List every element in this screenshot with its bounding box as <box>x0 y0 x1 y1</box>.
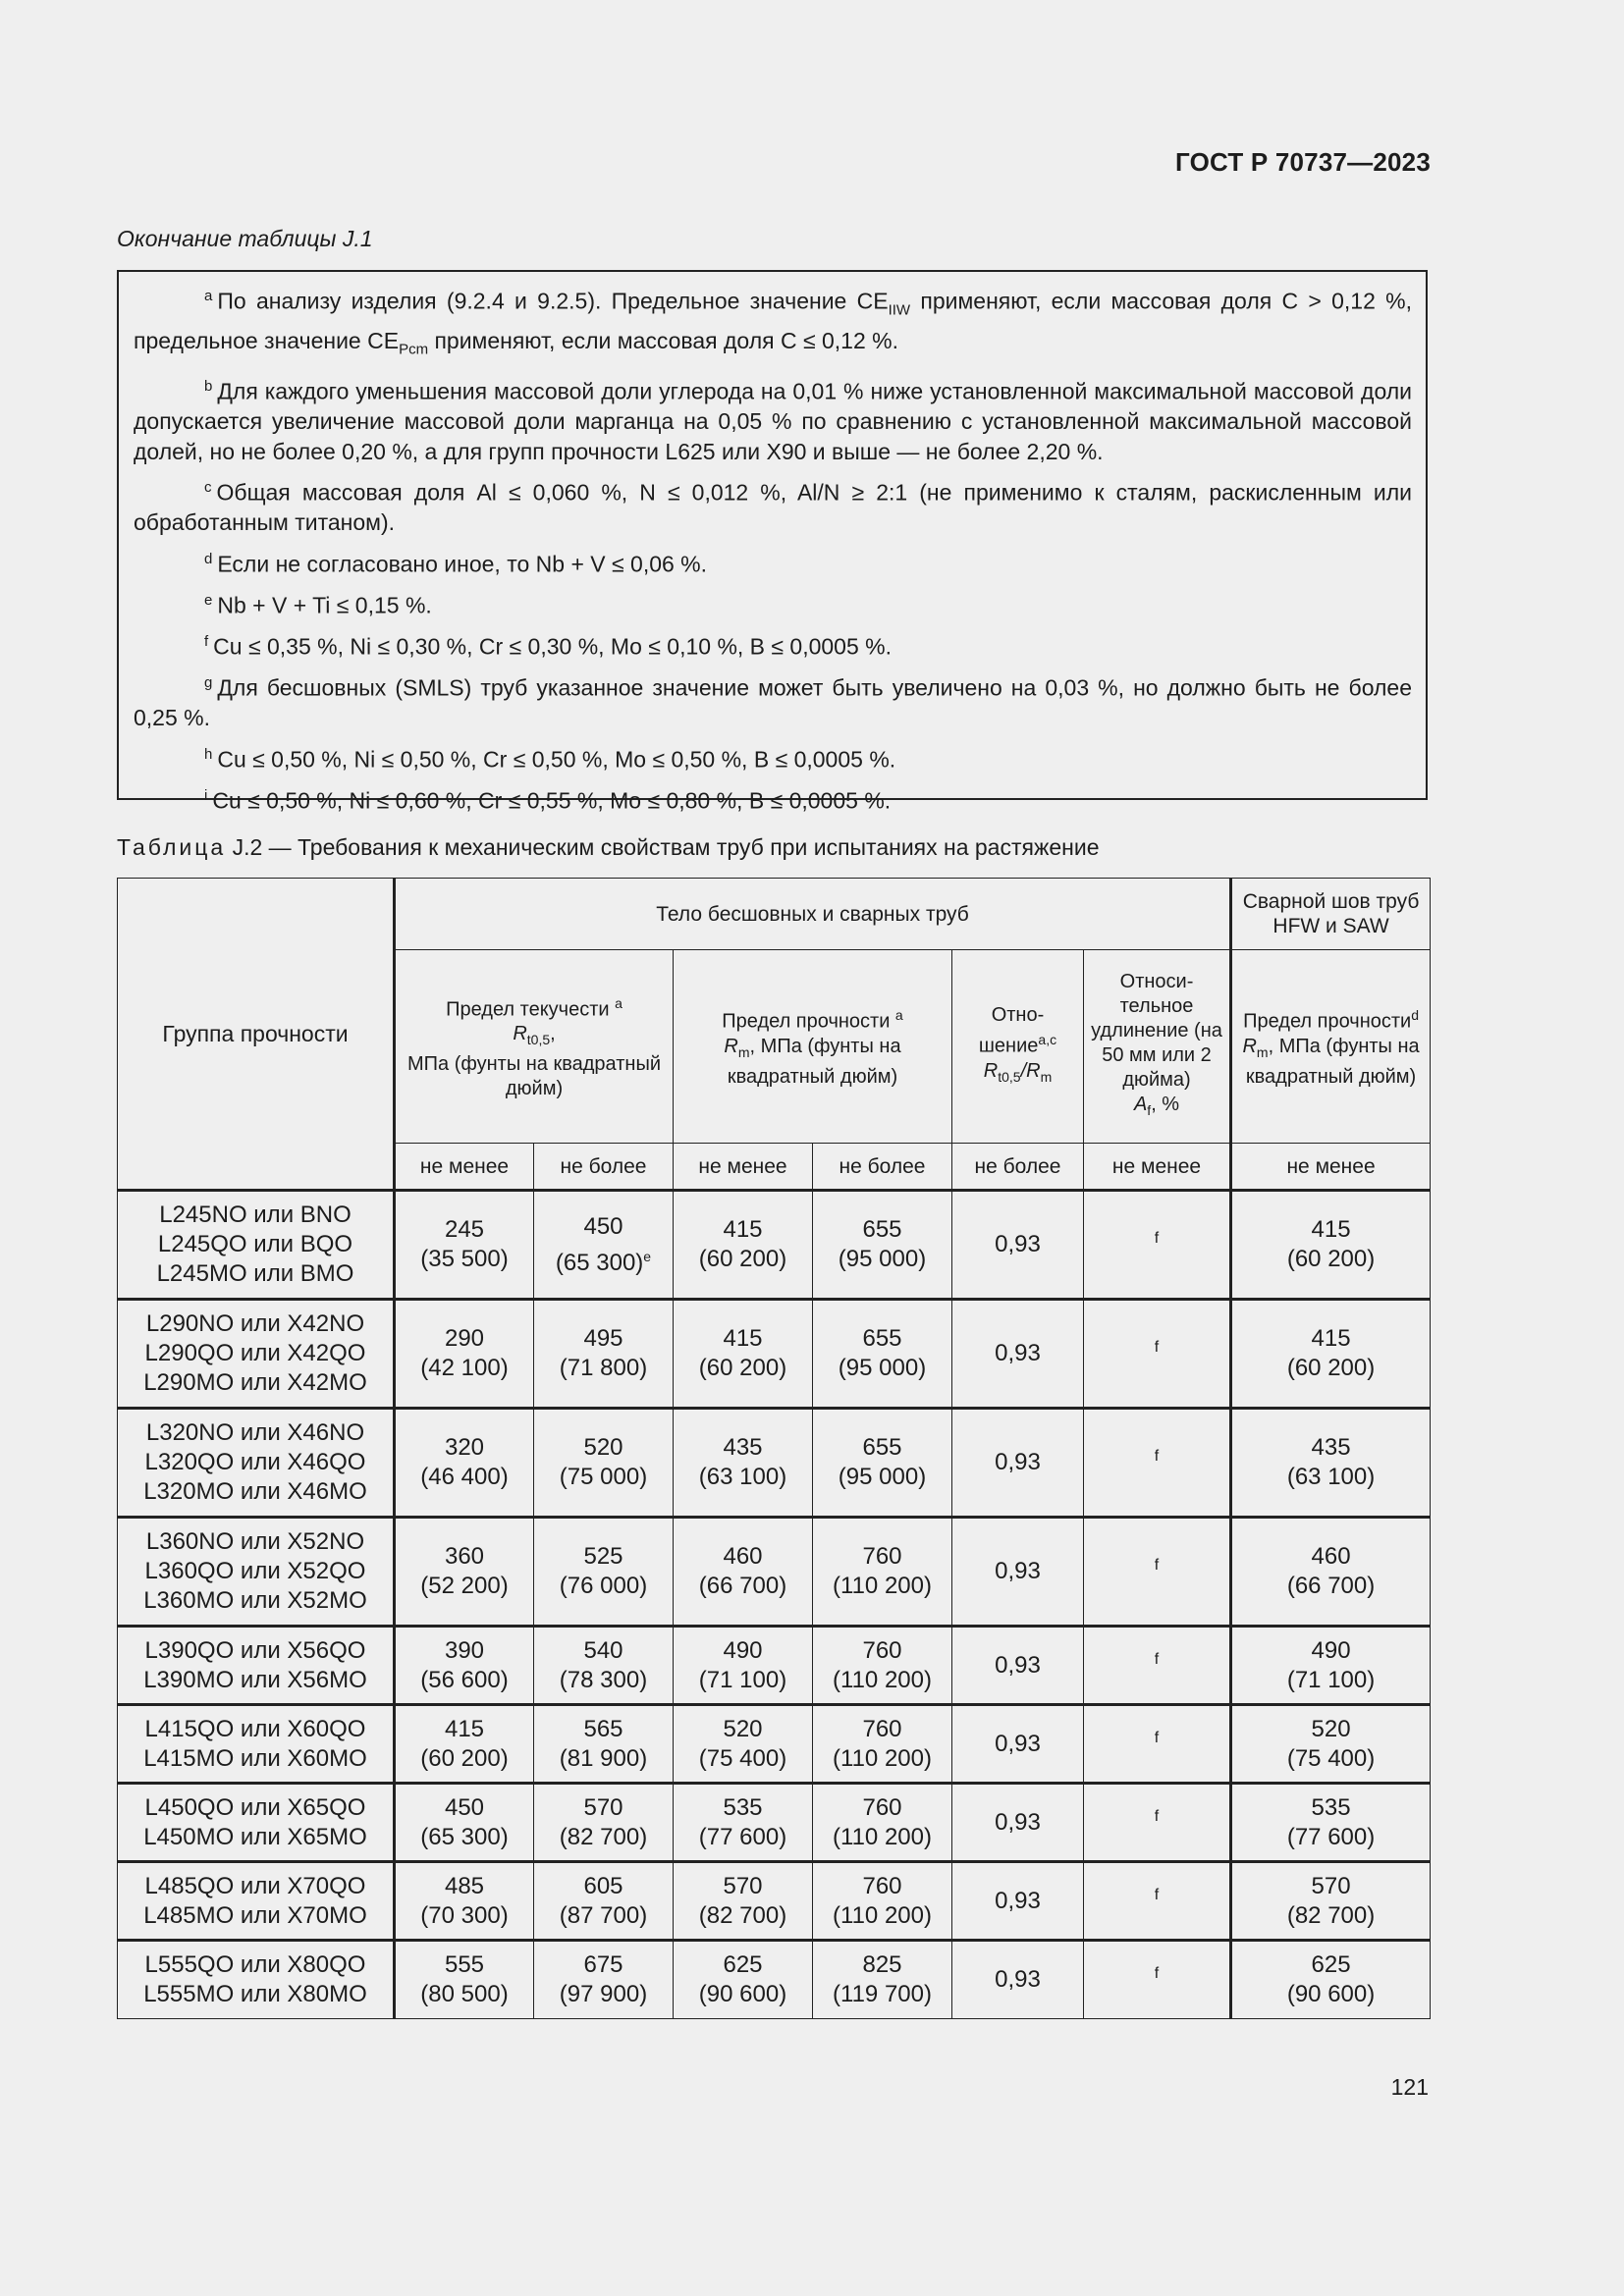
table-row <box>118 1862 1431 1941</box>
tensile-min-cell: 460 (66 700) <box>674 1518 813 1627</box>
tensile-max-cell: 655 (95 000) <box>813 1300 952 1409</box>
yield-max-cell: 675 (97 900) <box>534 1941 674 2019</box>
footnote-i: $^i$ Cu ≤ 0,50 %, Ni ≤ 0,60 %, Cr ≤ 0,55 %, Mo ≤ 0,80 %, B ≤ 0,0005 %. <box>204 786 892 814</box>
yield-ratio-cell: 0,93 <box>952 1941 1084 2019</box>
tensile-min-cell: 415 (60 200) <box>674 1300 813 1409</box>
header-yield-ratio: Отно-шение$^{a,c}$ $R_{t0,5}/R_m$ <box>952 950 1084 1144</box>
yield-min-cell: 555 (80 500) <box>395 1941 534 2019</box>
strength-group-cell: L390QO или X56QO L390MO или X56MO <box>118 1627 395 1705</box>
footnote-d: $^d$ Если не согласовано иное, то Nb + V ≤ 0,06 %. <box>204 550 708 577</box>
footnote-f: $^f$ Cu ≤ 0,35 %, Ni ≤ 0,30 %, Cr ≤ 0,30 %, Mo ≤ 0,10 %, B ≤ 0,0005 %. <box>204 632 892 660</box>
tensile-max-cell: 760 (110 200) <box>813 1784 952 1862</box>
elongation-cell: f <box>1084 1941 1231 2019</box>
table-row <box>118 1627 1431 1705</box>
tensile-max-cell: 825 (119 700) <box>813 1941 952 2019</box>
strength-group-cell: L360NO или X52NO L360QO или X52QO L360MO или X52MO <box>118 1518 395 1627</box>
tensile-max-cell: 655 (95 000) <box>813 1409 952 1518</box>
yield-ratio-cell: 0,93 <box>952 1409 1084 1518</box>
header-weld-seam: Сварной шов труб HFW и SAW <box>1231 879 1431 950</box>
yield-min-cell: 245 (35 500) <box>395 1191 534 1300</box>
yield-max-cell: 495 (71 800) <box>534 1300 674 1409</box>
header-yield-strength: Предел текучести $^a$ $R_{t0,5}$, МПа (фунты на квадратный дюйм) <box>395 950 674 1144</box>
yield-max-cell: 605 (87 700) <box>534 1862 674 1941</box>
weld-tensile-cell: 415 (60 200) <box>1231 1300 1431 1409</box>
strength-group-cell: L450QO или X65QO L450MO или X65MO <box>118 1784 395 1862</box>
weld-tensile-cell: 570 (82 700) <box>1231 1862 1431 1941</box>
strength-group-cell: L415QO или X60QO L415MO или X60MO <box>118 1705 395 1784</box>
subheader-tensile-min: не менее <box>674 1144 813 1191</box>
footnote-g: $^g$ Для бесшовных (SMLS) труб указанное значение может быть увеличено на 0,03 %, но должно быть не более 0,25 %. <box>134 674 1412 731</box>
mechanical-properties-table <box>117 878 1431 2019</box>
footnote-e: $^e$ Nb + V + Ti ≤ 0,15 %. <box>204 591 432 618</box>
yield-min-cell: 450 (65 300) <box>395 1784 534 1862</box>
yield-min-cell: 415 (60 200) <box>395 1705 534 1784</box>
elongation-cell: f <box>1084 1627 1231 1705</box>
elongation-cell: f <box>1084 1784 1231 1862</box>
subheader-elongation-min: не менее <box>1084 1144 1231 1191</box>
yield-max-cell: 525 (76 000) <box>534 1518 674 1627</box>
yield-ratio-cell: 0,93 <box>952 1191 1084 1300</box>
footnote-c: $^c$ Общая массовая доля Al ≤ 0,060 %, N ≤ 0,012 %, Al/N ≥ 2:1 (не применимо к сталям, раскисленным или обработанным титаном). <box>134 479 1412 536</box>
document-code: ГОСТ Р 70737—2023 <box>1175 147 1431 177</box>
subheader-yield-min: не менее <box>395 1144 534 1191</box>
weld-tensile-cell: 520 (75 400) <box>1231 1705 1431 1784</box>
continuation-caption: Окончание таблицы J.1 <box>117 226 373 251</box>
header-pipe-body: Тело бесшовных и сварных труб <box>395 879 1231 950</box>
yield-min-cell: 390 (56 600) <box>395 1627 534 1705</box>
table-row <box>118 1705 1431 1784</box>
strength-group-cell: L245NO или BNO L245QO или BQO L245MO или BMO <box>118 1191 395 1300</box>
table-footnotes-box <box>117 270 1428 814</box>
yield-ratio-cell: 0,93 <box>952 1784 1084 1862</box>
strength-group-cell: L485QO или X70QO L485MO или X70MO <box>118 1862 395 1941</box>
elongation-cell: f <box>1084 1409 1231 1518</box>
tensile-min-cell: 520 (75 400) <box>674 1705 813 1784</box>
tensile-min-cell: 415 (60 200) <box>674 1191 813 1300</box>
yield-max-cell: 520 (75 000) <box>534 1409 674 1518</box>
tensile-max-cell: 655 (95 000) <box>813 1191 952 1300</box>
yield-min-cell: 485 (70 300) <box>395 1862 534 1941</box>
table-caption: Таблица J.2 — Требования к механическим свойствам труб при испытаниях на растяжение <box>117 834 1100 860</box>
yield-min-cell: 290 (42 100) <box>395 1300 534 1409</box>
header-elongation: Относи-тельное удлинение (на 50 мм или 2 дюйма) $A_f$, % <box>1084 950 1231 1144</box>
header-strength-group: Группа прочности <box>118 879 395 1191</box>
yield-ratio-cell: 0,93 <box>952 1705 1084 1784</box>
strength-group-cell: L290NO или X42NO L290QO или X42QO L290MO или X42MO <box>118 1300 395 1409</box>
yield-ratio-cell: 0,93 <box>952 1300 1084 1409</box>
elongation-cell: f <box>1084 1191 1231 1300</box>
table-row <box>118 1784 1431 1862</box>
yield-max-cell: 540 (78 300) <box>534 1627 674 1705</box>
weld-tensile-cell: 625 (90 600) <box>1231 1941 1431 2019</box>
weld-tensile-cell: 490 (71 100) <box>1231 1627 1431 1705</box>
yield-max-cell: 570 (82 700) <box>534 1784 674 1862</box>
subheader-ratio-max: не более <box>952 1144 1084 1191</box>
tensile-max-cell: 760 (110 200) <box>813 1627 952 1705</box>
footnote-h: $^h$ Cu ≤ 0,50 %, Ni ≤ 0,50 %, Cr ≤ 0,50 %, Mo ≤ 0,50 %, B ≤ 0,0005 %. <box>204 745 896 773</box>
header-weld-tensile: Предел прочности$^d$ $R_m$, МПа (фунты на квадратный дюйм) <box>1231 950 1431 1144</box>
footnote-b: $^b$ Для каждого уменьшения массовой доли углерода на 0,01 % ниже установленной максимальной массовой доли допускается увеличение массовой доли марганца на 0,05 % по сравнению с установленной максимальной массовой долей, но не более 0,20 %, а для групп прочности L625 или X90 и выше — не более 2,20 %. <box>134 377 1412 464</box>
yield-ratio-cell: 0,93 <box>952 1627 1084 1705</box>
table-row <box>118 1300 1431 1409</box>
yield-min-cell: 320 (46 400) <box>395 1409 534 1518</box>
yield-ratio-cell: 0,93 <box>952 1518 1084 1627</box>
tensile-min-cell: 490 (71 100) <box>674 1627 813 1705</box>
tensile-max-cell: 760 (110 200) <box>813 1862 952 1941</box>
strength-group-cell: L320NO или X46NO L320QO или X46QO L320MO или X46MO <box>118 1409 395 1518</box>
subheader-yield-max: не более <box>534 1144 674 1191</box>
elongation-cell: f <box>1084 1518 1231 1627</box>
tensile-max-cell: 760 (110 200) <box>813 1518 952 1627</box>
weld-tensile-cell: 535 (77 600) <box>1231 1784 1431 1862</box>
table-row <box>118 1518 1431 1627</box>
header-tensile-strength: Предел прочности $^a$ $R_m$, МПа (фунты на квадратный дюйм) <box>674 950 952 1144</box>
weld-tensile-cell: 415 (60 200) <box>1231 1191 1431 1300</box>
yield-ratio-cell: 0,93 <box>952 1862 1084 1941</box>
footnote-a: $^a$ По анализу изделия (9.2.4 и 9.2.5). Предельное значение $CE_{IIW}$ применяют, если массовая доля C > 0,12 %, предельное значение $CE_{Pcm}$ применяют, если массовая доля C ≤ 0,12 %. <box>134 288 1412 358</box>
table-row <box>118 1941 1431 2019</box>
tensile-max-cell: 760 (110 200) <box>813 1705 952 1784</box>
yield-max-cell: 565 (81 900) <box>534 1705 674 1784</box>
strength-group-cell: L555QO или X80QO L555MO или X80MO <box>118 1941 395 2019</box>
tensile-min-cell: 625 (90 600) <box>674 1941 813 2019</box>
tensile-min-cell: 535 (77 600) <box>674 1784 813 1862</box>
yield-min-cell: 360 (52 200) <box>395 1518 534 1627</box>
subheader-tensile-max: не более <box>813 1144 952 1191</box>
yield-max-cell: 450 (65 300)$^e$ <box>534 1191 674 1300</box>
weld-tensile-cell: 460 (66 700) <box>1231 1518 1431 1627</box>
tensile-min-cell: 570 (82 700) <box>674 1862 813 1941</box>
subheader-weld-min: не менее <box>1231 1144 1431 1191</box>
elongation-cell: f <box>1084 1862 1231 1941</box>
weld-tensile-cell: 435 (63 100) <box>1231 1409 1431 1518</box>
tensile-min-cell: 435 (63 100) <box>674 1409 813 1518</box>
table-row <box>118 1191 1431 1300</box>
elongation-cell: f <box>1084 1300 1231 1409</box>
page-number: 121 <box>1390 2074 1429 2100</box>
table-row <box>118 1409 1431 1518</box>
elongation-cell: f <box>1084 1705 1231 1784</box>
